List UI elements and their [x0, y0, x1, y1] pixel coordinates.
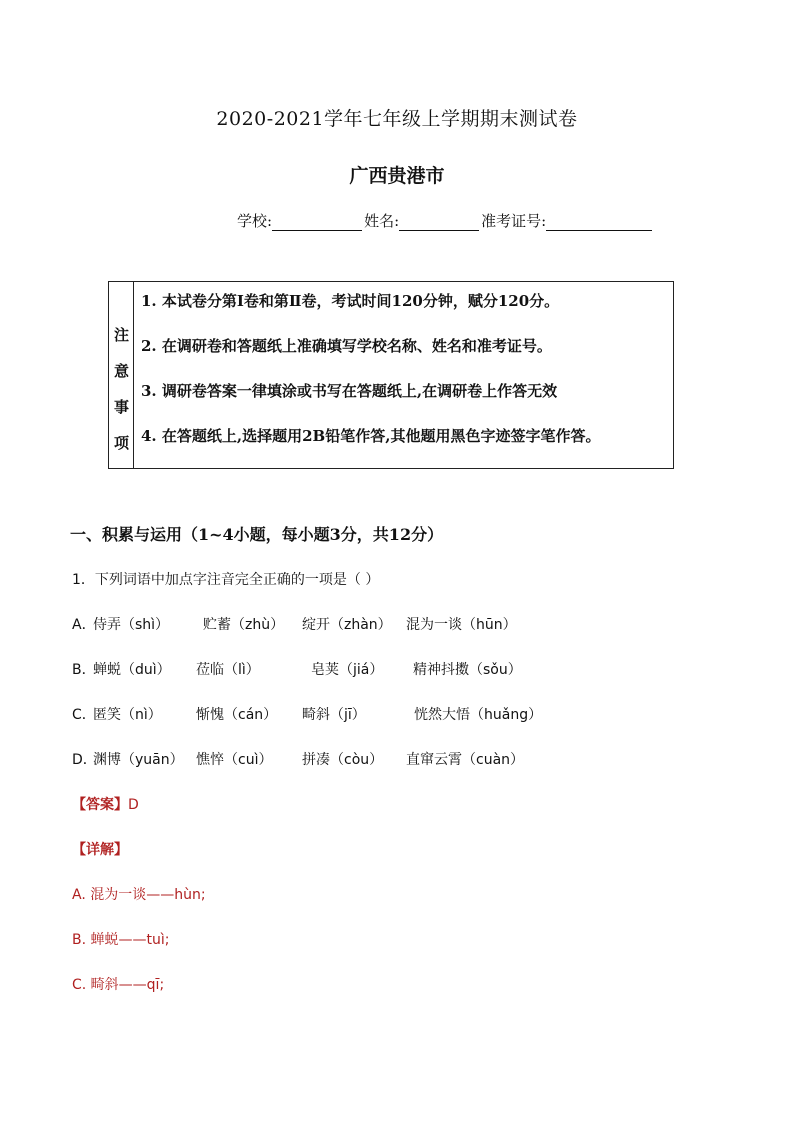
- option-word: 直窜云霄（cuàn）: [406, 752, 525, 768]
- section-heading: 一、积累与运用（1~4小题，每小题3分，共12分）: [70, 525, 444, 544]
- option-word: 混为一谈（hūn）: [406, 617, 517, 633]
- option-word: 拼凑（còu）: [302, 752, 384, 768]
- notice-char: 注: [114, 326, 130, 344]
- student-info-fields: [237, 210, 654, 231]
- option-letter: B．: [72, 662, 96, 678]
- explanation-item: B. 蝉蜕——tuì;: [72, 932, 170, 948]
- school-label: 学校:: [237, 212, 273, 230]
- option-letter: C．: [72, 707, 96, 723]
- question-stem: 1．下列词语中加点字注音完全正确的一项是（ ）: [72, 572, 380, 588]
- exam-number-label: 准考证号:: [481, 212, 547, 230]
- explanation-item: C. 畸斜——qī;: [72, 977, 165, 993]
- name-label: 姓名:: [364, 212, 400, 230]
- exam-region: 广西贵港市: [349, 165, 445, 187]
- answer-label: 【答案】: [72, 797, 128, 813]
- notice-char: 项: [114, 434, 130, 452]
- option-word: 蝉蜕（duì）: [93, 662, 171, 678]
- option-letter: A．: [72, 617, 96, 633]
- name-blank[interactable]: [399, 214, 479, 231]
- option-word: 恍然大悟（huǎng）: [414, 707, 543, 723]
- notice-char: 事: [114, 398, 130, 416]
- answer-line: [72, 794, 139, 814]
- option-word: 精神抖擞（sǒu）: [413, 662, 522, 678]
- option-word: 畸斜（jī）: [302, 707, 366, 723]
- option-word: 皂荚（jiá）: [311, 662, 384, 678]
- notice-item: 4. 在答题纸上,选择题用2B铅笔作答,其他题用黑色字迹签字笔作答。: [141, 427, 601, 445]
- answer-value: D: [128, 797, 139, 813]
- option-word: 莅临（lì）: [196, 662, 260, 678]
- notice-label-column: [109, 282, 134, 468]
- option-word: 贮蓄（zhù）: [203, 617, 285, 633]
- option-word: 渊博（yuān）: [93, 752, 184, 768]
- option-word: 绽开（zhàn）: [302, 617, 392, 633]
- notice-item: 2. 在调研卷和答题纸上准确填写学校名称、姓名和准考证号。: [141, 337, 552, 355]
- option-word: 憔悴（cuì）: [196, 752, 273, 768]
- explanation-item: A. 混为一谈——hùn;: [72, 887, 206, 903]
- notice-char: 意: [114, 362, 130, 380]
- school-blank[interactable]: [272, 214, 362, 231]
- notice-item: 3. 调研卷答案一律填涂或书写在答题纸上,在调研卷上作答无效: [141, 382, 558, 400]
- option-word: 惭愧（cán）: [196, 707, 278, 723]
- exam-number-blank[interactable]: [546, 214, 652, 231]
- option-word: 匿笑（nì）: [93, 707, 162, 723]
- notice-box: [108, 281, 674, 469]
- option-letter: D．: [72, 752, 97, 768]
- notice-item: 1. 本试卷分第Ⅰ卷和第Ⅱ卷，考试时间120分钟，赋分120分。: [141, 292, 560, 310]
- option-word: 侍弄（shì）: [93, 617, 170, 633]
- explanation-label: 【详解】: [72, 842, 128, 858]
- exam-title: 2020-2021学年七年级上学期期末测试卷: [216, 108, 578, 130]
